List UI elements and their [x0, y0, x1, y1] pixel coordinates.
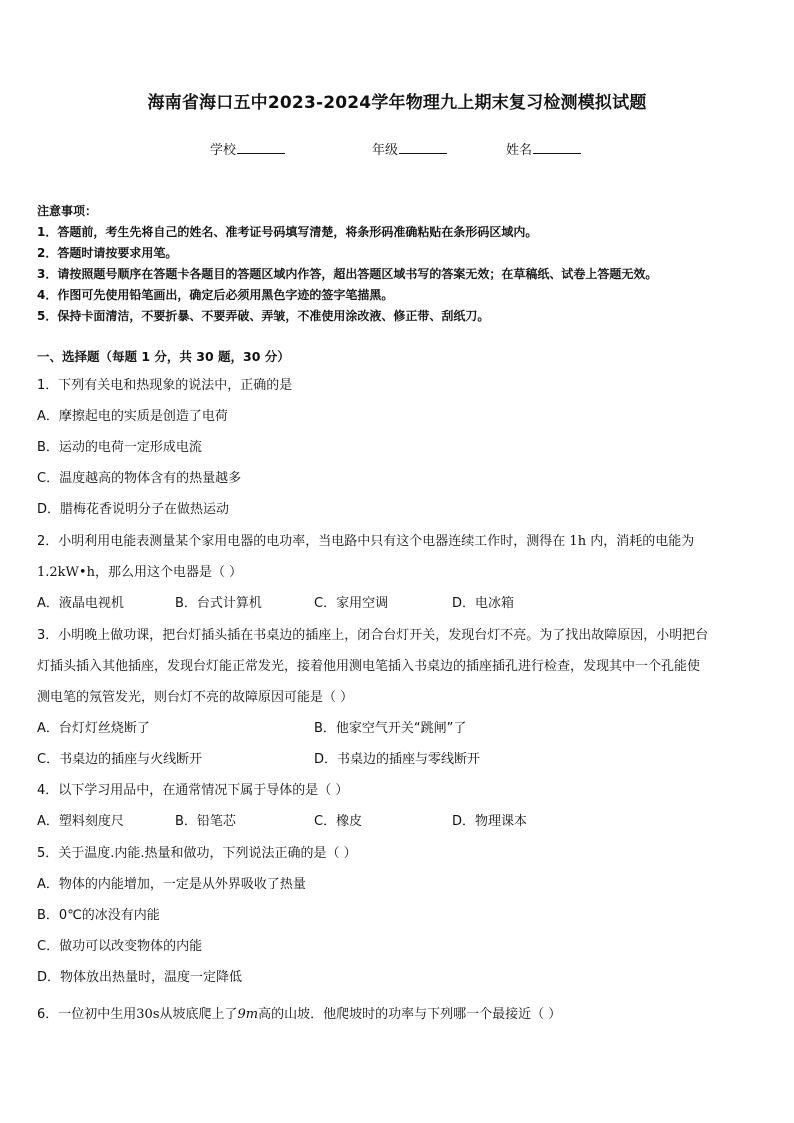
question-4-option-d: D．物理课本: [452, 814, 528, 829]
question-2-option-b: B．台式计算机: [175, 596, 262, 611]
question-2-text: 内，消耗的电能为: [590, 534, 695, 549]
question-4-option-c: C．橡皮: [314, 814, 363, 829]
question-1-option-c: C．温度越高的物体含有的热量越多: [37, 471, 242, 486]
question-2-option-a: A．液晶电视机: [37, 596, 124, 611]
question-1-option-b: B．运动的电荷一定形成电流: [37, 440, 202, 455]
note-item: 1．答题前，考生先将自己的姓名、准考证号码填写清楚，将条形码准确粘贴在条形码区域内。: [37, 225, 538, 239]
question-5-option-d: D．物体放出热量时，温度一定降低: [37, 970, 243, 985]
question-3-option-a: A．台灯灯丝烧断了: [37, 721, 150, 736]
note-item: 5．保持卡面清洁，不要折暴、不要弄破、弄皱，不准使用涂改液、修正带、刮纸刀。: [37, 309, 490, 323]
question-1-stem: 1．下列有关电和热现象的说法中，正确的是: [37, 378, 293, 393]
question-3-stem-line-2: 灯插头插入其他插座，发现台灯能正常发光，接着他用测电笔插入书桌边的插座插孔进行检查，发现其中一个孔能使: [37, 659, 701, 674]
note-item: 2．答题时请按要求用笔。: [37, 246, 178, 260]
question-2-text: 2．小明利用电能表测量某个家用电器的电功率，当电路中只有这个电器连续工作时，测得在: [37, 534, 566, 549]
question-1-option-d: D．腊梅花香说明分子在做热运动: [37, 502, 230, 517]
note-item: 3．请按照题号顺序在答题卡各题目的答题区域内作答，超出答题区域书写的答案无效；在草稿纸、试卷上答题无效。: [37, 267, 658, 281]
question-6-time-value: 30s: [136, 1007, 160, 1022]
question-5-stem: 5．关于温度.内能.热量和做功，下列说法正确的是（ ）: [37, 846, 357, 861]
question-6-height-value: 9m: [237, 1007, 259, 1022]
question-4-option-b: B．铅笔芯: [175, 814, 236, 829]
note-item: 4．作图可先使用铅笔画出，确定后必须用黑色字迹的签字笔描黑。: [37, 288, 394, 302]
question-5-option-b: B．0℃的冰没有内能: [37, 908, 160, 923]
question-3-option-d: D．书桌边的插座与零线断开: [314, 752, 481, 767]
question-6-text: 6．一位初中生用: [37, 1007, 137, 1022]
question-2-text: ，那么用这个电器是（ ）: [94, 565, 243, 580]
school-blank[interactable]: [237, 141, 285, 154]
question-2-stem-line-1: [37, 530, 694, 549]
grade-field: [372, 139, 447, 158]
question-6-stem: [37, 1003, 561, 1022]
question-2-option-c: C．家用空调: [314, 596, 389, 611]
question-3-option-c: C．书桌边的插座与火线断开: [37, 752, 203, 767]
question-6-text: 从坡底爬上了: [159, 1007, 238, 1022]
question-2-option-d: D．电冰箱: [452, 596, 515, 611]
name-field: [506, 139, 581, 158]
name-blank[interactable]: [533, 141, 581, 154]
question-2-time-value: 1h: [569, 534, 587, 549]
question-4-stem: 4．以下学习用品中，在通常情况下属于导体的是（ ）: [37, 783, 349, 798]
notes-heading: 注意事项：: [37, 204, 98, 218]
school-field: [210, 139, 285, 158]
question-2-stem-line-2: [37, 561, 242, 580]
section-heading: 一、选择题（每题 1 分，共 30 题，30 分）: [37, 349, 290, 364]
grade-blank[interactable]: [399, 141, 447, 154]
school-label: 学校: [210, 143, 237, 158]
question-3-option-b: B．他家空气开关“跳闸”了: [314, 721, 467, 736]
question-3-stem-line-3: 测电笔的氖管发光，则台灯不亮的故障原因可能是（ ）: [37, 690, 354, 705]
question-3-stem-line-1: 3．小明晚上做功课，把台灯插头插在书桌边的插座上，闭合台灯开关，发现台灯不亮。为了找出故障原因，小明把台: [37, 628, 709, 643]
question-5-option-c: C．做功可以改变物体的内能: [37, 939, 203, 954]
name-label: 姓名: [506, 143, 533, 158]
question-5-option-a: A．物体的内能增加，一定是从外界吸收了热量: [37, 877, 306, 892]
grade-label: 年级: [372, 143, 399, 158]
question-1-option-a: A．摩擦起电的实质是创造了电荷: [37, 409, 228, 424]
question-6-text: 高的山坡．他爬坡时的功率与下列哪一个最接近（ ）: [258, 1007, 562, 1022]
question-4-option-a: A．塑料刻度尺: [37, 814, 124, 829]
page-title: 海南省海口五中2023-2024学年物理九上期末复习检测模拟试题: [147, 93, 647, 113]
question-2-energy-value: 1.2kW•h: [37, 565, 95, 580]
